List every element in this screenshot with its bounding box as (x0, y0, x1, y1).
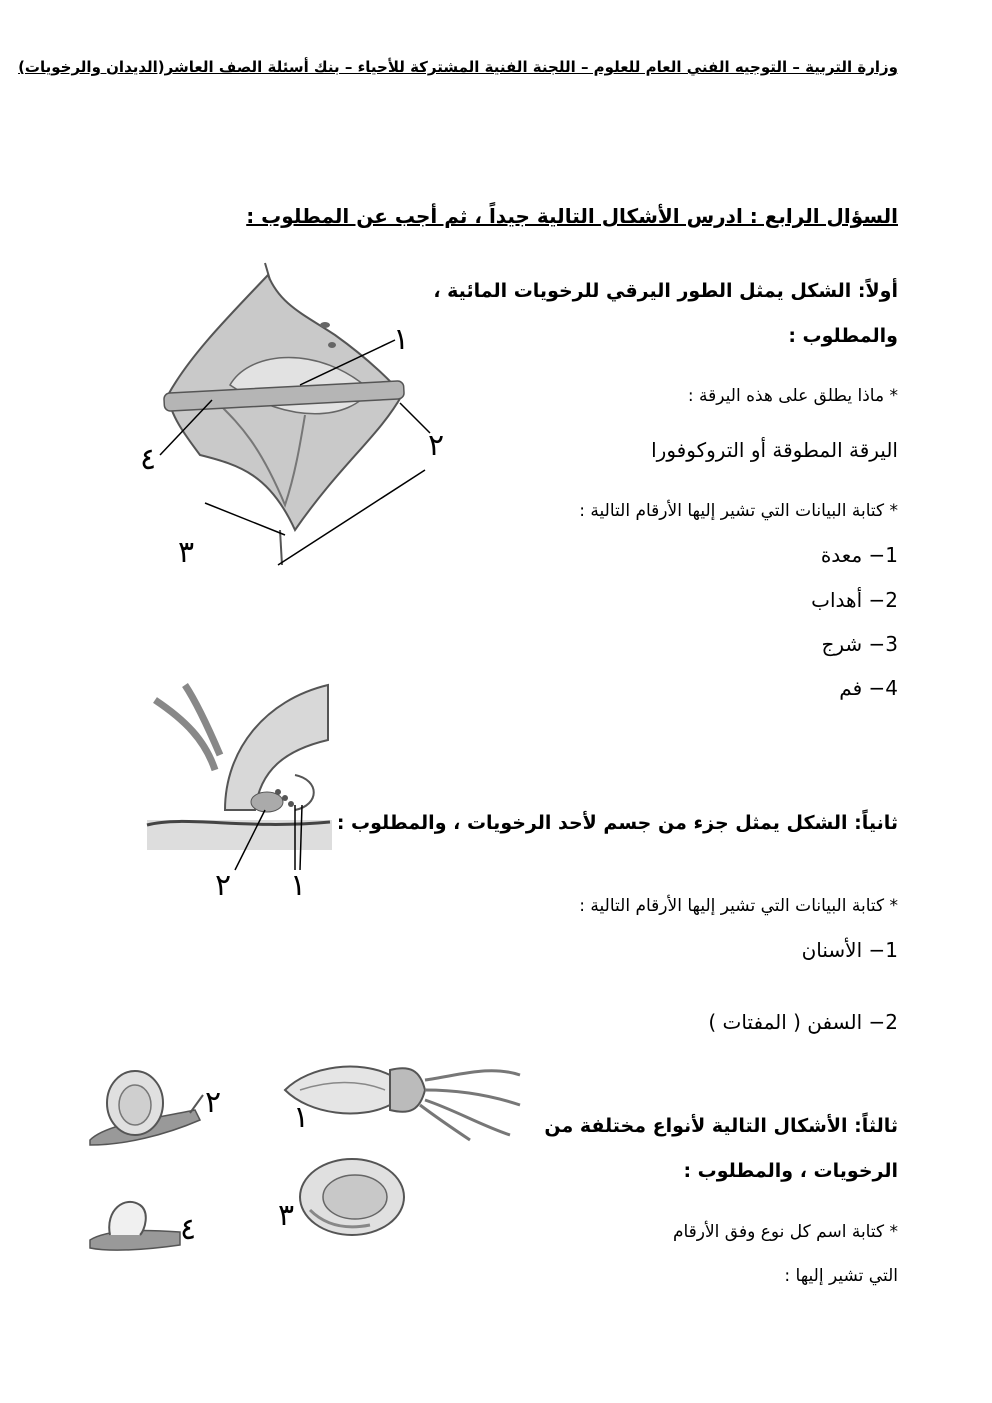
fig3-label-2: ٢ (205, 1085, 222, 1120)
clam-figure (295, 1155, 410, 1240)
part1-heading-line1: أولاً: الشكل يمثل الطور اليرقي للرخويات المائية ، (433, 280, 898, 302)
fig1-label-1: ١ (393, 322, 410, 357)
part3-heading-line2: الرخويات ، والمطلوب : (683, 1160, 898, 1182)
fig1-label-4: ٤ (140, 442, 157, 477)
fig3-label-3: ٣ (278, 1198, 295, 1233)
part1-answer-item: 3− شرج (821, 632, 898, 656)
part1-answer-item: 4− فم (839, 676, 898, 700)
part1-heading-line2: والمطلوب : (788, 325, 898, 347)
trochophore-larva-figure (130, 245, 480, 585)
radula-figure (145, 680, 335, 880)
fig2-label-1: ١ (290, 868, 307, 903)
fig1-label-2: ٢ (428, 428, 445, 463)
fig1-label-3: ٣ (178, 535, 195, 570)
page-header: وزارة التربية – التوجيه الفني العام للعلوم – اللجنة الفنية المشتركة للأحياء – بنك أسئلة الصف العاشر(الديدان والرخويات) (18, 58, 898, 76)
part2-answer-item: 2− السفن ( المفتات ) (708, 1010, 898, 1034)
part2-answer-item: 1− الأسنان (801, 938, 898, 962)
part2-heading: ثانياً: الشكل يمثل جزء من جسم لأحد الرخويات ، والمطلوب : (336, 812, 898, 834)
part3-question-line1: * كتابة اسم كل نوع وفق الأرقام (672, 1222, 898, 1242)
squid-figure (280, 1045, 525, 1145)
part1-answer-item: 1− معدة (820, 543, 898, 567)
fig3-label-1: ١ (293, 1100, 310, 1135)
part2-question1: * كتابة البيانات التي تشير إليها الأرقام التالية : (579, 896, 898, 916)
part1-question1: * ماذا يطلق على هذه اليرقة : (687, 386, 898, 406)
part1-question2: * كتابة البيانات التي تشير إليها الأرقام التالية : (579, 501, 898, 521)
part3-question-line2: التي تشير إليها : (784, 1266, 898, 1286)
question-title: السؤال الرابع : ادرس الأشكال التالية جيداً ، ثم أجب عن المطلوب : (246, 204, 898, 228)
part3-heading-line1: ثالثاً: الأشكال التالية لأنواع مختلفة من (544, 1115, 898, 1137)
part1-answer-item: 2− أهداب (811, 588, 898, 612)
slug-figure (85, 1190, 185, 1255)
fig3-label-4: ٤ (180, 1212, 197, 1247)
part1-answer1: اليرقة المطوقة أو التروكوفورا (651, 438, 898, 462)
snail-figure (85, 1065, 205, 1150)
fig2-label-2: ٢ (215, 868, 232, 903)
